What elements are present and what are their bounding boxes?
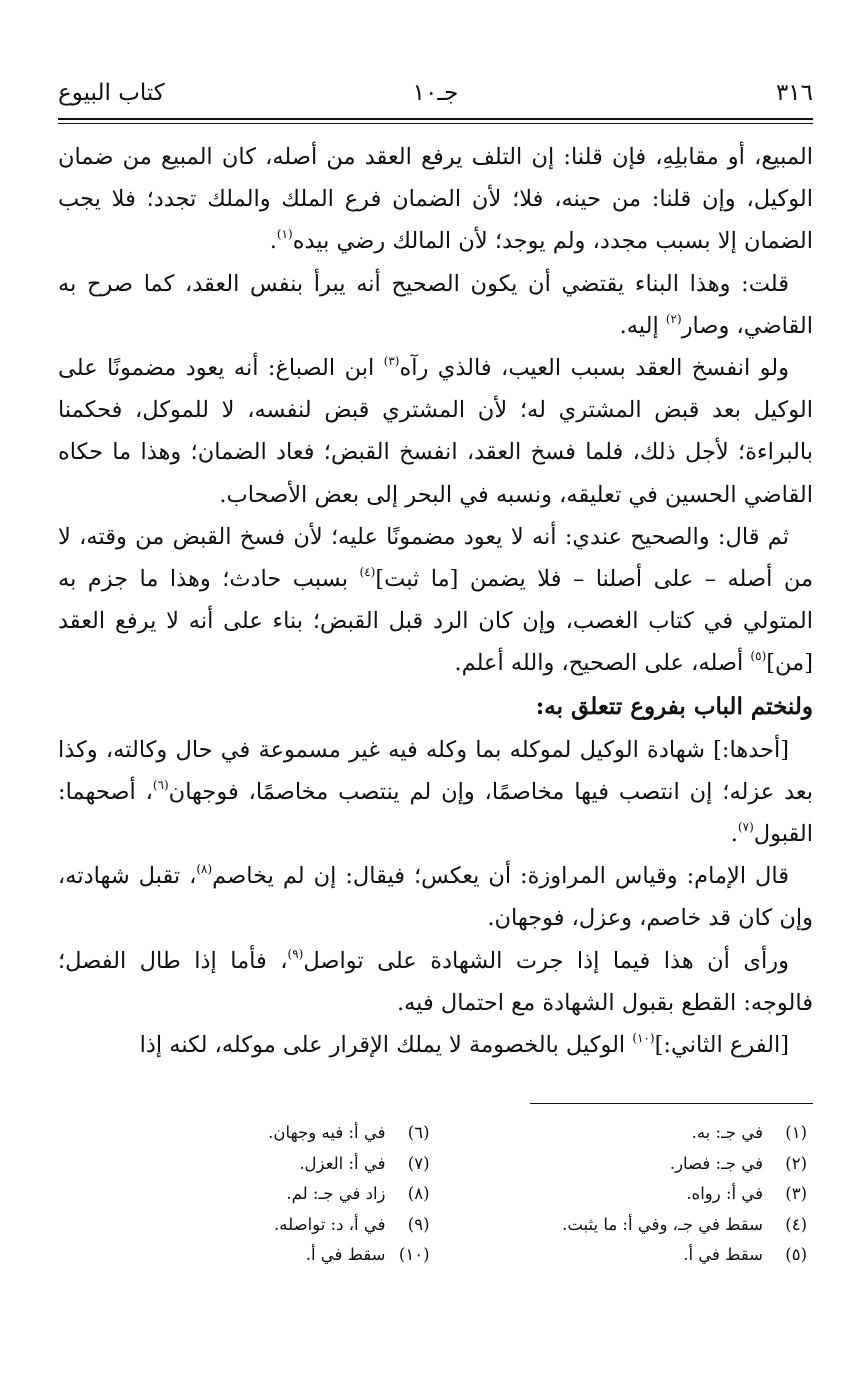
footnote-number: (٧)	[407, 1153, 430, 1173]
footnote-marker: (٥)	[750, 649, 767, 664]
footnotes	[58, 1118, 813, 1271]
footnote-text: زاد في جـ: لم.	[286, 1184, 386, 1204]
page-number: ٣١٦	[775, 80, 813, 106]
footnote-marker: (٧)	[737, 820, 754, 835]
footnote-text: في أ: رواه.	[686, 1184, 763, 1204]
header-rule	[58, 118, 813, 124]
volume-number: جـ١٠	[412, 80, 459, 106]
footnotes-left-column	[58, 1118, 436, 1271]
page-header	[58, 76, 813, 118]
footnote-marker: (١)	[276, 227, 293, 242]
footnote-marker: (٢)	[665, 311, 682, 326]
footnote-text: سقط في أ.	[683, 1245, 763, 1265]
main-text	[58, 136, 813, 1066]
footnote-item	[436, 1179, 814, 1210]
footnote-item	[58, 1149, 436, 1180]
footnote-text: في أ: العزل.	[299, 1153, 386, 1173]
footnote-number: (٥)	[785, 1245, 807, 1265]
footnote-number: (٦)	[407, 1123, 430, 1143]
footnote-text: في أ: فيه وجهان.	[268, 1123, 386, 1143]
footnote-item	[436, 1118, 814, 1149]
footnote-marker: (١٠)	[632, 1031, 655, 1046]
footnote-number: (١٠)	[398, 1245, 430, 1265]
footnote-marker: (٣)	[383, 354, 400, 369]
footnote-number: (٤)	[785, 1214, 807, 1234]
footnote-number: (٨)	[407, 1184, 430, 1204]
footnote-text: في جـ: فصار.	[669, 1153, 763, 1173]
footnote-marker: (٤)	[359, 565, 376, 580]
footnote-text: في أ، د: تواصله.	[274, 1214, 386, 1234]
book-title: كتاب البيوع	[58, 80, 165, 106]
footnote-text: في جـ: به.	[691, 1123, 763, 1143]
footnote-marker: (٨)	[196, 862, 213, 877]
paragraph: ولو انفسخ العقد بسبب العيب، فالذي رآه$^{(٣)}$ ابن الصباغ: أنه يعود مضمونًا على الوكيل بعد قبض المشتري له؛ لأن المشتري قبض لنفسه، لا للموكل، فحكمنا بالبراءة؛ لأجل ذلك، فلما فسخ العقد، انفسخ القبض؛ فعاد الضمان؛ وهذا ما حكاه القاضي الحسين في تعليقه، ونسبه في البحر إلى بعض الأصحاب.	[58, 354, 813, 508]
footnote-rule	[530, 1103, 813, 1104]
footnote-text: سقط في أ.	[305, 1245, 386, 1265]
paragraph: قال الإمام: وقياس المراوزة: أن يعكس؛ فيقال: إن لم يخاصم$^{(٨)}$، تقبل شهادته، وإن كان قد خاصم، وعزل، فوجهان.	[58, 862, 813, 932]
footnotes-right-column	[436, 1118, 814, 1271]
footnote-item	[58, 1179, 436, 1210]
footnote-marker: (٦)	[152, 777, 169, 792]
paragraph: ورأى أن هذا فيما إذا جرت الشهادة على تواصل$^{(٩)}$، فأما إذا طال الفصل؛ فالوجه: القطع بقبول الشهادة مع احتمال فيه.	[58, 946, 813, 1016]
footnote-number: (٣)	[785, 1184, 807, 1204]
footnote-number: (٢)	[785, 1153, 807, 1173]
footnote-item	[436, 1240, 814, 1271]
paragraph: المبيع، أو مقابلِهِ، فإن قلنا: إن التلف يرفع العقد من أصله، كان المبيع من ضمان الوكيل، وإن قلنا: من حينه، فلا؛ لأن الضمان فرع الملك والملك تجدد؛ فلا يجب الضمان إلا بسبب مجدد، ولم يوجد؛ لأن المالك رضي بيده$^{(١)}$.	[58, 144, 813, 255]
footnote-marker: (٩)	[287, 946, 304, 961]
footnote-item	[58, 1210, 436, 1241]
footnote-item	[436, 1210, 814, 1241]
section-heading: ولنختم الباب بفروع تتعلق به:	[535, 692, 813, 720]
paragraph: قلت: وهذا البناء يقتضي أن يكون الصحيح أنه يبرأ بنفس العقد، كما صرح به القاضي، وصار$^{(٢)}$ إليه.	[58, 270, 813, 339]
footnote-item	[436, 1149, 814, 1180]
paragraph: [أحدها:] شهادة الوكيل لموكله بما وكله فيه غير مسموعة في حال وكالته، وكذا بعد عزله؛ إن انتصب فيها مخاصمًا، وإن لم ينتصب مخاصمًا، فوجهان$^{(٦)}$، أصحهما: القبول$^{(٧)}$.	[58, 736, 814, 848]
paragraph: ثم قال: والصحيح عندي: أنه لا يعود مضمونًا عليه؛ لأن فسخ القبض من وقته، لا من أصله – على أصلنا – فلا يضمن [ما ثبت]$^{(٤)}$ بسبب حادث؛ وهذا ما جزم به المتولي في كتاب الغصب، وإن كان الرد قبل القبض؛ بناء على أنه لا يرفع العقد [من]$^{(٥)}$ أصله، على الصحيح، والله أعلم.	[58, 523, 814, 677]
book-page	[58, 76, 813, 1271]
footnote-item	[58, 1240, 436, 1271]
footnote-text: سقط في جـ، وفي أ: ما يثبت.	[562, 1214, 763, 1234]
footnote-number: (١)	[785, 1123, 807, 1143]
footnote-number: (٩)	[407, 1214, 430, 1234]
footnote-item	[58, 1118, 436, 1149]
paragraph: [الفرع الثاني:]$^{(١٠)}$ الوكيل بالخصومة لا يملك الإقرار على موكله، لكنه إذا	[139, 1031, 789, 1059]
